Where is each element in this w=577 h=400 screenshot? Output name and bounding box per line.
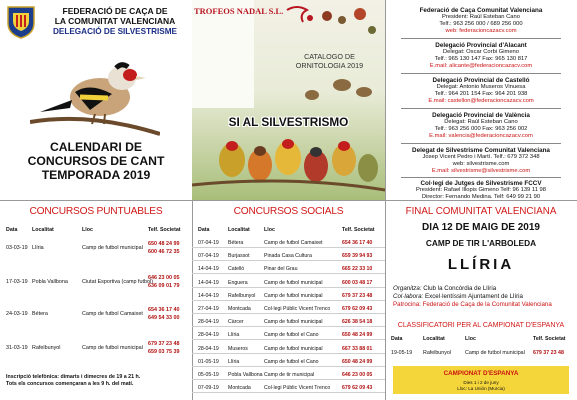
separator [401, 177, 561, 178]
table-row: 05-05-19 Pobla Vallbona Camp de tir municipal 646 23 00 05 [192, 369, 385, 380]
table-row: 31-03-19 Rafelbunyol Camp de futbol municipal 679 37 23 48 659 03 75 39 [6, 341, 180, 355]
calendar-title: CALENDARI DE CONCURSOS DE CANT TEMPORADA 2019 [27, 140, 165, 182]
separator [401, 38, 561, 39]
catalog-title: CATALOGO DE ORNITOLOGIA 2019 [295, 52, 364, 70]
table-row: 17-03-19 Pobla Vallbona Ciutat Esportiva (camp futbol) 646 23 00 05 636 09 01 79 [6, 275, 180, 289]
col-header-date: Data [198, 227, 210, 233]
contact-block: Col·legi de Jutges de Silvestrisme FCCV President: Rafael Illopis Gimeno Telf: 96 139 11 98 Director: Fernando Medina. Telf: 649 99 21 90 [416, 180, 546, 200]
table-row: 07-09-19 Montcada Col·legi Públic Vicent Trenco 679 62 09 43 [192, 382, 385, 393]
table-row: 27-04-19 Montcada Col·legi Públic Vicent Trenco 679 62 09 43 [192, 303, 385, 314]
table-row: 07-04-19 Bétera Camp de futbol Camaixet 654 36 17 40 [192, 237, 385, 248]
contact-block: Delegat de Silvestrisme Comunitat Valenciana Josep Vicent Pedro i Martí. Telf.: 679 372 348 web: silvestrisme.com E.mail: silvestrisme@silvestrisme.com [412, 147, 550, 174]
final-date: DIA 12 DE MAIG DE 2019 [421, 222, 540, 233]
slogan: SI AL SILVESTRISMO [228, 115, 349, 129]
cover-panel [0, 0, 192, 200]
goldfinch-illustration [30, 42, 160, 137]
contact-block: Delegació Provincial de Castelló Delegat: Antonio Museros Vinuesa Telf.: 964 201 154 Fax: 964 201 938 E.mail: castellon@federacioncazacv.com [428, 77, 534, 104]
spain-championship-banner: CAMPIONAT D'ESPANYA Dies 1 i 2 de juny Lloc: La Unión (Murcia) [393, 366, 569, 394]
final-title: FINAL COMUNITAT VALENCIANA [405, 206, 557, 217]
federation-title: FEDERACIÓ DE CAÇA DE LA COMUNITAT VALENCIANA [54, 6, 176, 26]
table-row: 01-05-19 Llíria Camp de futbol el Cano 650 48 24 99 [192, 356, 385, 367]
contacts-panel [385, 0, 577, 200]
social-contests-panel [192, 200, 385, 400]
section-title: CONCURSOS PUNTUABLES [29, 206, 163, 217]
sponsor-panel [192, 0, 385, 200]
final-town: LLÍRIA [447, 256, 515, 273]
federation-shield-logo [6, 5, 36, 39]
contact-block: Delegació Provincial de València Delegat: Raúl Esteban Cano Telf.: 963 256 000 Fax: 963 256 002 E.mail: valencia@federacioncazacv.com [429, 112, 533, 139]
col-header-phone: Telf. Societat [533, 336, 566, 342]
final-venue: CAMP DE TIR L'ARBOLEDA [425, 238, 537, 248]
col-header-locality: Localitat [32, 227, 54, 233]
table-row: 14-04-19 Catelló Pinar del Grau 665 22 33 10 [192, 263, 385, 274]
table-row: 28-04-19 Llíria Camp de futbol el Cano 650 48 24 99 [192, 329, 385, 340]
contact-block: Delegació Provincial d'Alacant Delegat: Oscar Corbi Gimeno Telf.: 965 130 147 Fax: 965 130 817 E.mail: alicante@federacioncazacv.com [429, 42, 533, 69]
table-row: 03-03-19 Llíria Camp de futbol municipal 650 48 24 99 600 46 72 35 [6, 241, 180, 255]
col-header-place: Lloc [264, 227, 275, 233]
col-header-phone: Telf. Societat [148, 227, 181, 233]
registration-note: Inscripció telefònica: dimarts i dimecres de 19 a 21 h. Tots els concursos començaran a les 9 h. del matí. [6, 374, 141, 387]
col-header-place: Lloc [465, 336, 476, 342]
separator [401, 73, 561, 74]
contact-block: Federació de Caça Comunitat Valenciana President: Raúl Esteban Cano Telf.: 963 256 000 / 689 256 000 web: federacioncazacv.com [419, 7, 543, 34]
section-title: CONCURSOS SOCIALS [233, 206, 344, 217]
table-row: 07-04-19 Burjassot Pinada Casa Cultura 659 39 94 93 [192, 250, 385, 261]
birds-photo-collage [192, 0, 385, 200]
table-row: 28-04-19 Càrcer Camp de futbol municipal 626 38 54 18 [192, 316, 385, 327]
col-header-place: Lloc [82, 227, 93, 233]
qualifier-title: CLASSIFICATORI PER AL CAMPIONAT D'ESPANYA [397, 322, 565, 329]
final-panel [385, 200, 577, 400]
scoring-contests-panel [0, 200, 192, 400]
col-header-locality: Localitat [423, 336, 445, 342]
sponsor-name: TROFEOS NADAL S.L. [194, 6, 284, 16]
separator [401, 143, 561, 144]
table-row: 14-04-19 Enguera Camp de futbol municipal 600 03 48 17 [192, 277, 385, 288]
table-row: 14-04-19 Rafelbunyol Camp de futbol municipal 679 37 23 48 [192, 290, 385, 301]
col-header-phone: Telf. Societat [342, 227, 375, 233]
table-row: 28-04-19 Museros Camp de futbol municipal 667 33 88 01 [192, 343, 385, 354]
organizers: Organitza: Club la Concòrdia de Llíria Col·labora: Excel·lentíssim Ajuntament de Llíria Patrocina: Federació de Caça de la Comunitat Valenciana [393, 285, 552, 308]
table-row: 24-03-19 Bétera Camp de futbol Camaixet 654 36 17 40 649 54 33 00 [6, 307, 180, 321]
col-header-date: Data [391, 336, 403, 342]
separator [401, 108, 561, 109]
table-row: 19-05-19 Rafelbunyol Camp de futbol municipal 679 37 23 48 [391, 350, 564, 356]
col-header-locality: Localitat [228, 227, 250, 233]
delegation-title: DELEGACIÓ DE SILVESTRISME [52, 27, 178, 36]
col-header-date: Data [6, 227, 18, 233]
